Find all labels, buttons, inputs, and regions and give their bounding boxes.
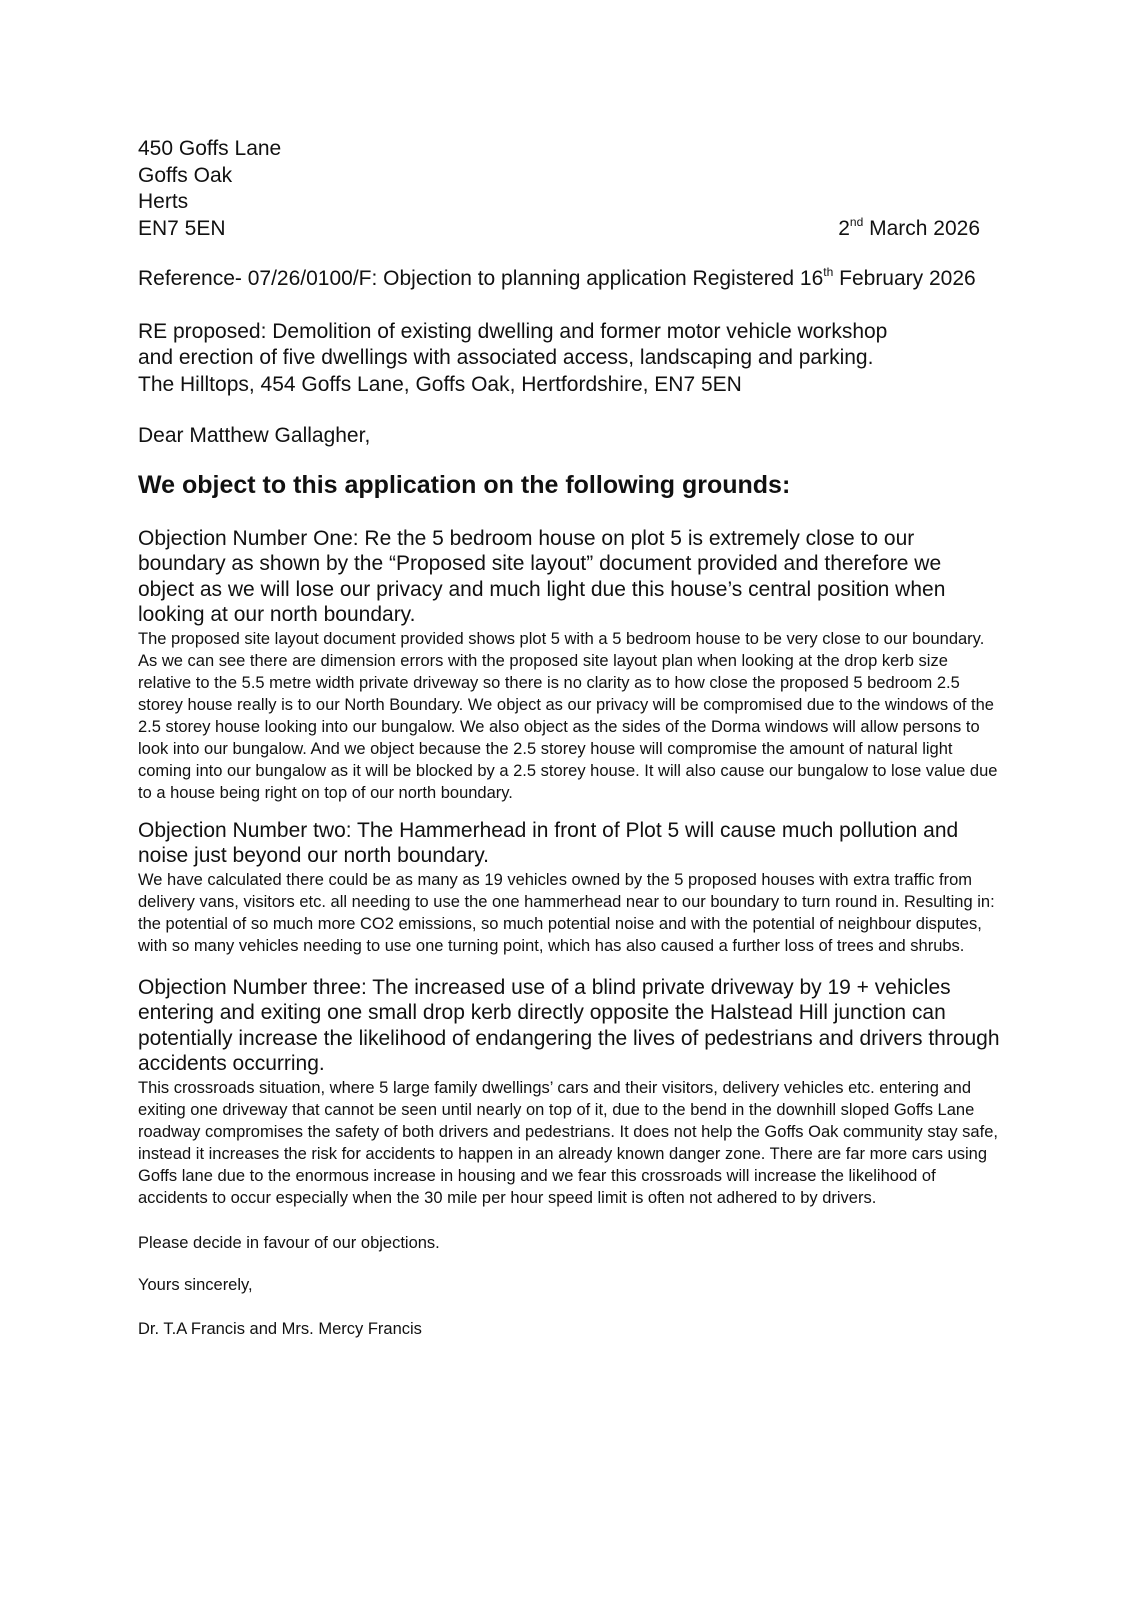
- objection-heading: We object to this application on the following grounds:: [138, 470, 791, 499]
- re-line: RE proposed: Demolition of existing dwelling and former motor vehicle workshop: [138, 319, 888, 343]
- address-line: EN7 5EN: [138, 216, 226, 240]
- date-suffix: nd: [849, 214, 864, 229]
- reference-suffix: th: [823, 265, 834, 279]
- salutation: Dear Matthew Gallagher,: [138, 424, 371, 447]
- reference-line: [138, 266, 1000, 293]
- signatories: Dr. T.A Francis and Mrs. Mercy Francis: [138, 1319, 422, 1338]
- address-postcode-row: [138, 216, 1000, 243]
- objection-body: The proposed site layout document provided shows plot 5 with a 5 bedroom house to be very close to our boundary. As we can see there are dimension errors with the proposed site layout plan when looking at the drop kerb size relative to the 5.5 metre width private driveway so there is no clarity as to how close the proposed 5 bedroom 2.5 storey house really is to our North Boundary. We object as our privacy will be compromised due to the windows of the 2.5 storey house looking into our bungalow. We also object as the sides of the Dorma windows will allow persons to look into our bungalow. And we object because the 2.5 storey house will compromise the amount of natural light coming into our bungalow as it will be blocked by a 2.5 storey house. It will also cause our bungalow to lose value due to a house being right on top of our north boundary.: [138, 629, 998, 802]
- address-line: Herts: [138, 190, 189, 213]
- letter: [138, 136, 1000, 1340]
- objection-title: Objection Number One: Re the 5 bedroom house on plot 5 is extremely close to our boundary as shown by the “Proposed site layout” document provided and therefore we object as we will lose our privacy and much light due this house’s central position when looking at our north boundary.: [138, 526, 946, 626]
- objection-three: [138, 975, 1000, 1209]
- sign-off: Yours sincerely,: [138, 1275, 253, 1294]
- reference-rest: February 2026: [833, 267, 976, 290]
- re-line: and erection of five dwellings with associated access, landscaping and parking.: [138, 346, 874, 369]
- closing-request: Please decide in favour of our objections.: [138, 1233, 440, 1252]
- objection-body: This crossroads situation, where 5 large family dwellings’ cars and their visitors, delivery vehicles etc. entering and exiting one driveway that cannot be seen until nearly on top of it, due to the bend in the downhill sloped Goffs Lane roadway compromises the safety of both drivers and pedestrians. It does not help the Goffs Oak community stay safe, instead it increases the risk for accidents to happen in an already known danger zone. There are far more cars using Goffs lane due to the enormous increase in housing and we fear this crossroads will increase the likelihood of accidents to occur especially when the 30 mile per hour speed limit is often not adhered to by drivers.: [138, 1078, 998, 1207]
- letter-date: [838, 216, 980, 243]
- reference-main: Reference- 07/26/0100/F: Objection to planning application Registered 16: [138, 267, 824, 290]
- objection-title: Objection Number two: The Hammerhead in front of Plot 5 will cause much pollution and noise just beyond our north boundary.: [138, 818, 959, 867]
- objection-title: Objection Number three: The increased use of a blind private driveway by 19 + vehicles entering and exiting one small drop kerb directly opposite the Halstead Hill junction can potentially increase the likelihood of endangering the lives of pedestrians and drivers through accidents occurring.: [138, 975, 1000, 1075]
- objection-two: [138, 818, 1000, 957]
- date-rest: March 2026: [863, 216, 980, 240]
- address-line: Goffs Oak: [138, 163, 233, 187]
- address-line: 450 Goffs Lane: [138, 137, 282, 160]
- objection-body: We have calculated there could be as many as 19 vehicles owned by the 5 proposed houses with extra traffic from delivery vans, visitors etc. all needing to use the one hammerhead near to our boundary to turn round in. Resulting in: the potential of so much more CO2 emissions, so much potential noise and with the potential of neighbour disputes, with so many vehicles needing to use one turning point, which has also caused a further loss of trees and shrubs.: [138, 870, 995, 955]
- objection-one: [138, 526, 1000, 804]
- re-proposal: [138, 319, 1000, 399]
- sender-address: [138, 136, 1000, 242]
- re-line: The Hilltops, 454 Goffs Lane, Goffs Oak, Hertfordshire, EN7 5EN: [138, 372, 742, 396]
- date-day: 2: [838, 216, 850, 240]
